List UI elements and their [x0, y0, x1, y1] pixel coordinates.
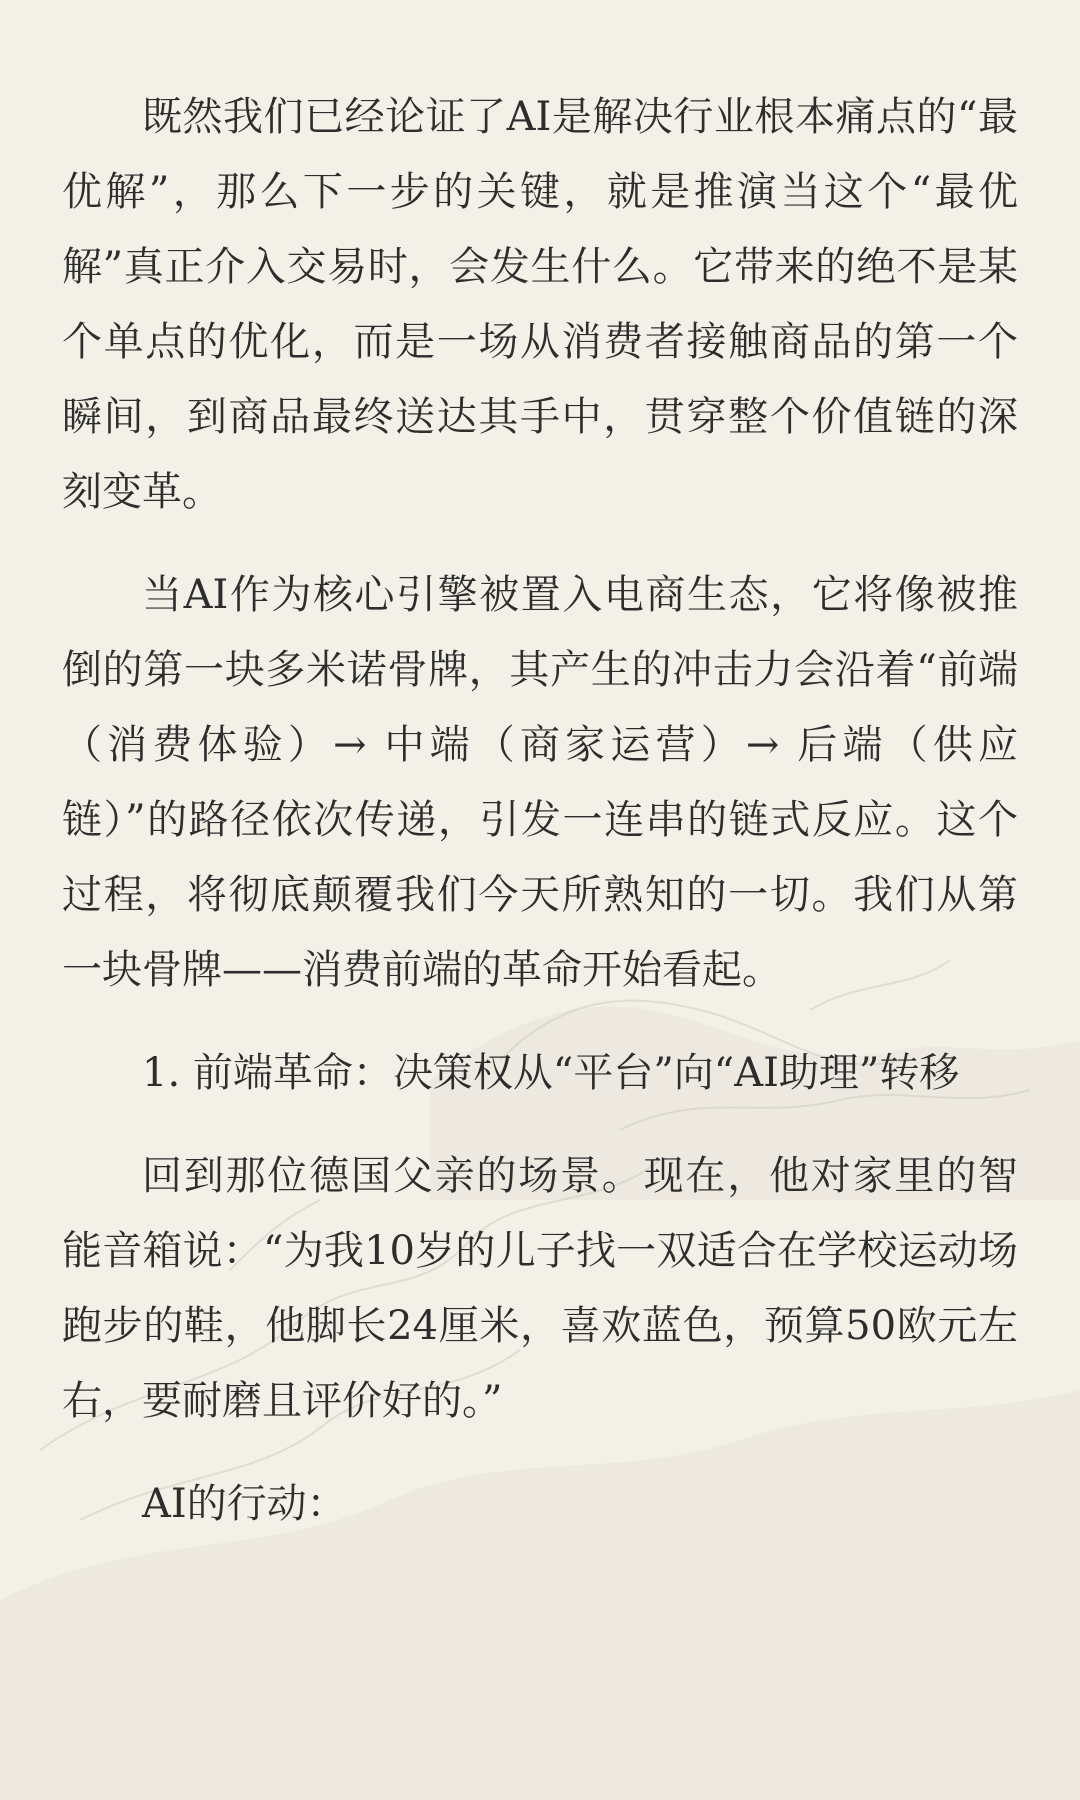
article-paragraph-scenario: 回到那位德国父亲的场景。现在，他对家里的智能音箱说：“为我10岁的儿子找一双适合在学校运动场跑步的鞋，他脚长24厘米，喜欢蓝色，预算50欧元左右，要耐磨且评价好的。”: [62, 1153, 1018, 1424]
article-body: [62, 80, 1018, 1542]
article-paragraph-intro: 既然我们已经论证了AI是解决行业根本痛点的“最优解”，那么下一步的关键，就是推演当这个“最优解”真正介入交易时，会发生什么。它带来的绝不是某个单点的优化，而是一场从消费者接触商品的第一个瞬间，到商品最终送达其手中，贯穿整个价值链的深刻变革。: [62, 94, 1018, 515]
article-paragraph-domino: 当AI作为核心引擎被置入电商生态，它将像被推倒的第一块多米诺骨牌，其产生的冲击力会沿着“前端（消费体验）→ 中端（商家运营）→ 后端（供应链）”的路径依次传递，引发一连串的链式反应。这个过程，将彻底颠覆我们今天所熟知的一切。我们从第一块骨牌——消费前端的革命开始看起。: [62, 572, 1018, 993]
section-heading: 1. 前端革命：决策权从“平台”向“AI助理”转移: [142, 1050, 960, 1096]
article-paragraph-ai-action: AI的行动：: [142, 1481, 347, 1527]
